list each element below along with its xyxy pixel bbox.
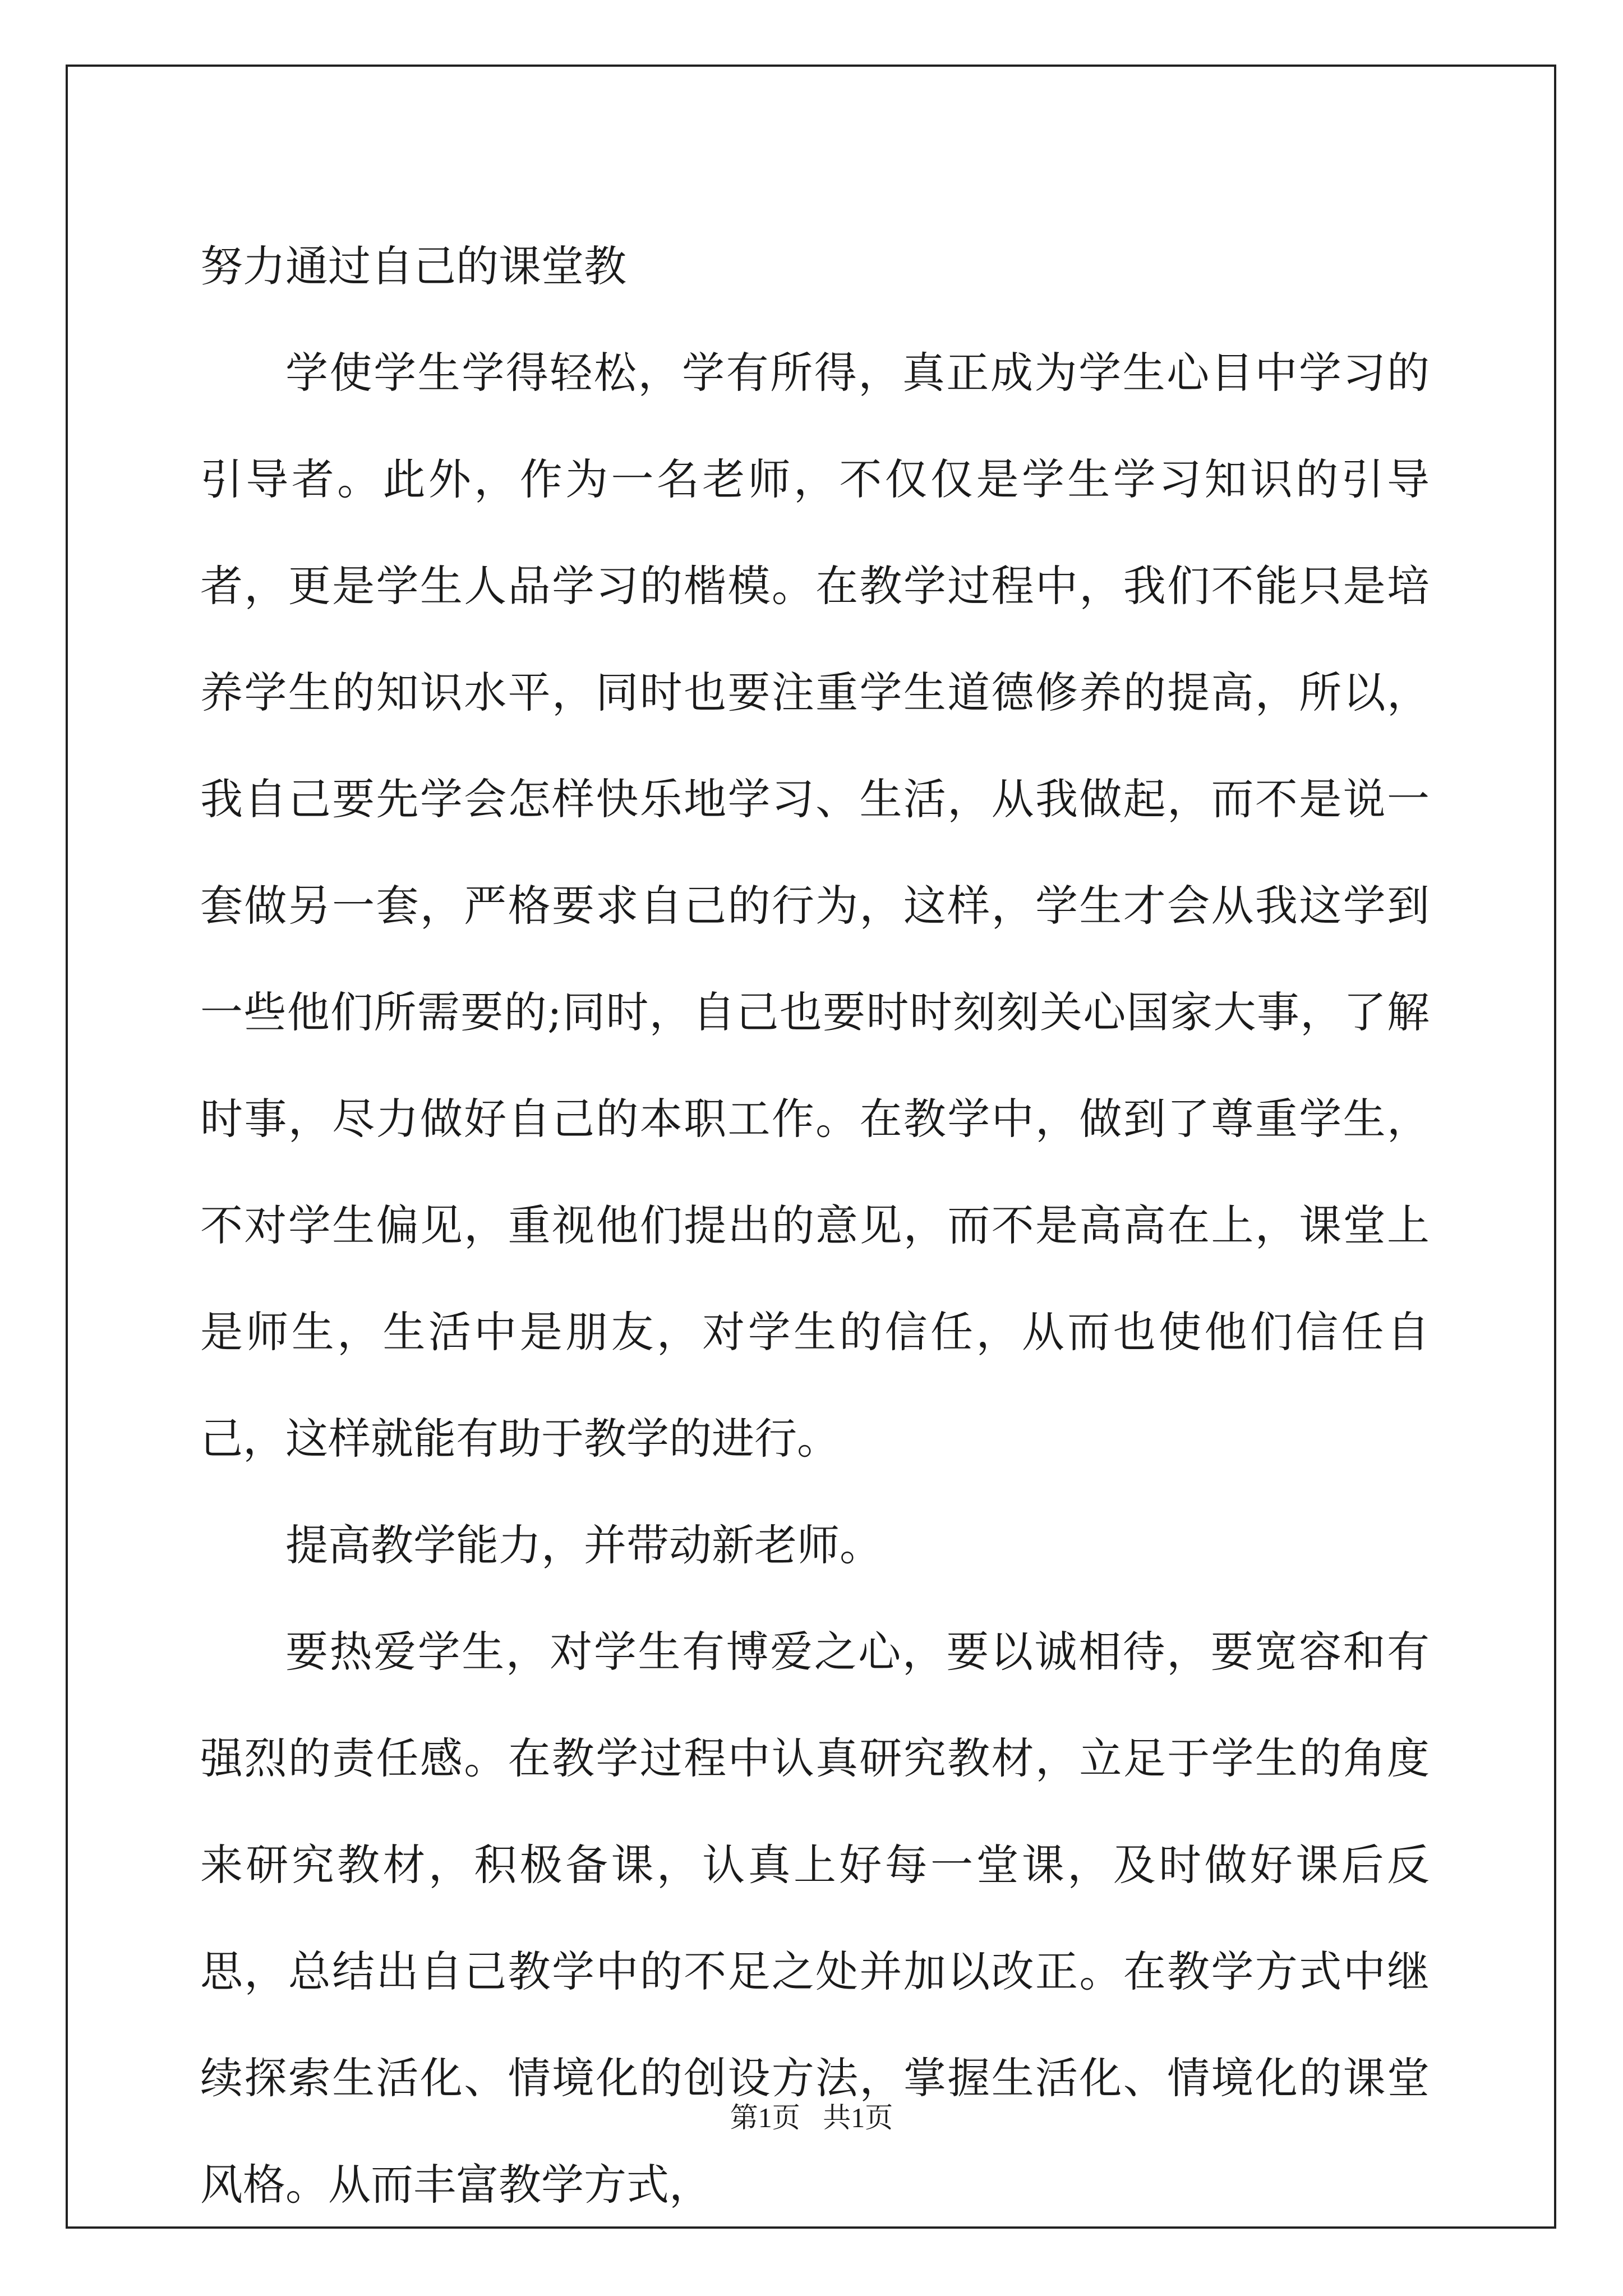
document-body bbox=[200, 213, 1430, 2238]
paragraph-3: 要热爱学生，对学生有博爱之心，要以诚相待，要宽容和有强烈的责任感。在教学过程中认真研究教材，立足于学生的角度来研究教材，积极备课，认真上好每一堂课，及时做好课后反思，总结出自己教学中的不足之处并加以改正。在教学方式中继续探索生活化、情境化的创设方法，掌握生活化、情境化的课堂风格。从而丰富教学方式， bbox=[200, 1627, 1430, 2210]
paragraph-2: 提高教学能力，并带动新老师。 bbox=[285, 1520, 882, 1570]
page-number: 第1页 bbox=[730, 2102, 800, 2133]
page-total: 共1页 bbox=[823, 2102, 893, 2133]
page-footer bbox=[0, 2101, 1623, 2134]
heading-line: 努力通过自己的课堂教 bbox=[200, 241, 626, 291]
paragraph-1: 学使学生学得轻松，学有所得，真正成为学生心目中学习的引导者。此外，作为一名老师，不仅仅是学生学习知识的引导者，更是学生人品学习的楷模。在教学过程中，我们不能只是培养学生的知识水平，同时也要注重学生道德修养的提高，所以，我自己要先学会怎样快乐地学习、生活，从我做起，而不是说一套做另一套，严格要求自己的行为，这样，学生才会从我这学到一些他们所需要的;同时，自己也要时时刻刻关心国家大事，了解时事，尽力做好自己的本职工作。在教学中，做到了尊重学生，不对学生偏见，重视他们提出的意见，而不是高高在上，课堂上是师生，生活中是朋友，对学生的信任，从而也使他们信任自己，这样就能有助于教学的进行。 bbox=[200, 348, 1430, 1464]
